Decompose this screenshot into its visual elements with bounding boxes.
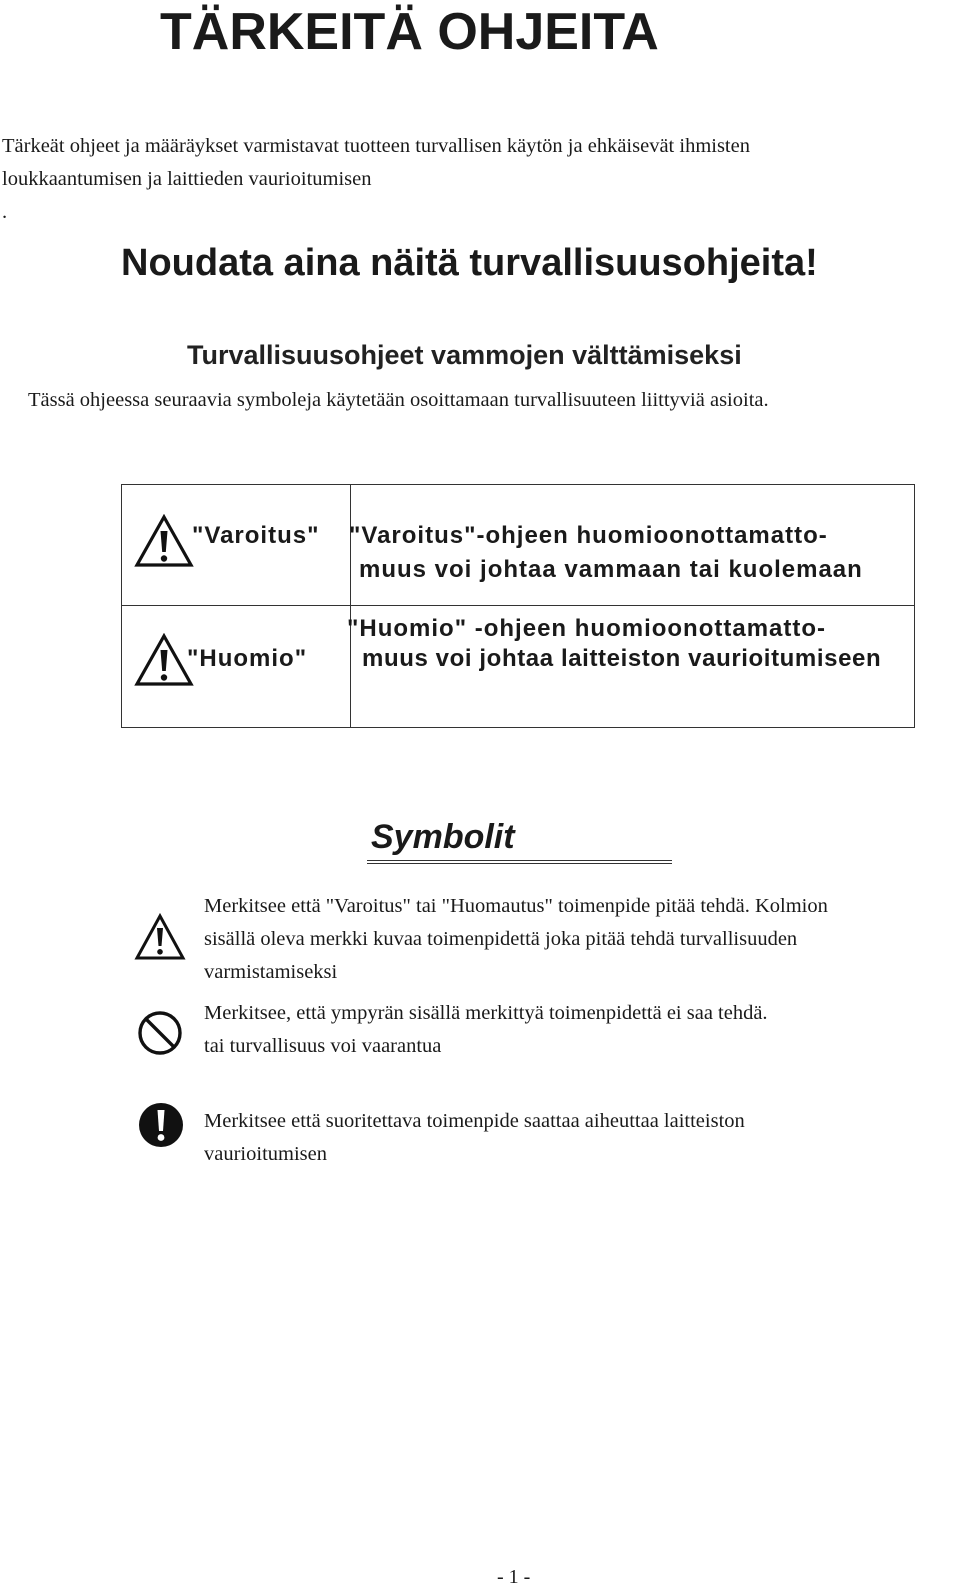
intro-line: . (2, 201, 8, 223)
warning-table (121, 484, 915, 728)
exclamation-circle-icon (138, 1102, 184, 1148)
title-underline (367, 863, 672, 864)
symbol-description-line: varmistamiseksi (204, 961, 338, 983)
section-heading: Turvallisuusohjeet vammojen välttämiseksi (187, 340, 742, 370)
symbol-description (204, 997, 768, 1063)
caution-label: "Huomio" (187, 645, 308, 672)
symbol-description-line: Merkitsee että "Varoitus" tai "Huomautus" toimenpide pitää tehdä. Kolmion (204, 895, 828, 917)
intro-line: loukkaantumisen ja laittieden vaurioitumisen (2, 168, 372, 190)
symbol-description-line: Merkitsee, että ympyrän sisällä merkittyä toimenpidettä ei saa tehdä. (204, 1002, 768, 1024)
symbol-description-line: vaurioitumisen (204, 1143, 327, 1165)
intro-paragraph (2, 130, 952, 229)
table-divider (122, 605, 914, 606)
section-subtext: Tässä ohjeessa seuraavia symboleja käytetään osoittamaan turvallisuuteen liittyviä asioita. (28, 389, 769, 411)
prohibition-circle-icon (136, 1009, 184, 1057)
caution-description: muus voi johtaa laitteiston vaurioitumiseen (362, 645, 882, 672)
warning-description: muus voi johtaa vammaan tai kuolemaan (359, 556, 863, 583)
symbol-description (204, 890, 828, 989)
intro-line: Tärkeät ohjeet ja määräykset varmistavat tuotteen turvallisen käytön ja ehkäisevät ihmisten (2, 135, 750, 157)
warning-triangle-icon (134, 514, 194, 568)
warning-description: "Varoitus"-ohjeen huomioonottamatto- (349, 522, 828, 549)
main-heading: Noudata aina näitä turvallisuusohjeita! (121, 242, 818, 284)
page-title: TÄRKEITÄ OHJEITA (160, 3, 659, 61)
symbol-description-line: Merkitsee että suoritettava toimenpide saattaa aiheuttaa laitteiston (204, 1110, 745, 1132)
symbol-description (204, 1105, 745, 1171)
symbol-description-line: sisällä oleva merkki kuvaa toimenpidettä joka pitää tehdä turvallisuuden (204, 928, 798, 950)
warning-triangle-icon (134, 633, 194, 687)
warning-label: "Varoitus" (192, 522, 320, 549)
symbol-description-line: tai turvallisuus voi vaarantua (204, 1035, 442, 1057)
symbols-title: Symbolit (371, 818, 515, 856)
warning-triangle-icon (134, 913, 186, 961)
page-number: - 1 - (497, 1566, 531, 1588)
caution-description: "Huomio" -ohjeen huomioonottamatto- (347, 615, 827, 642)
title-underline (367, 860, 672, 861)
